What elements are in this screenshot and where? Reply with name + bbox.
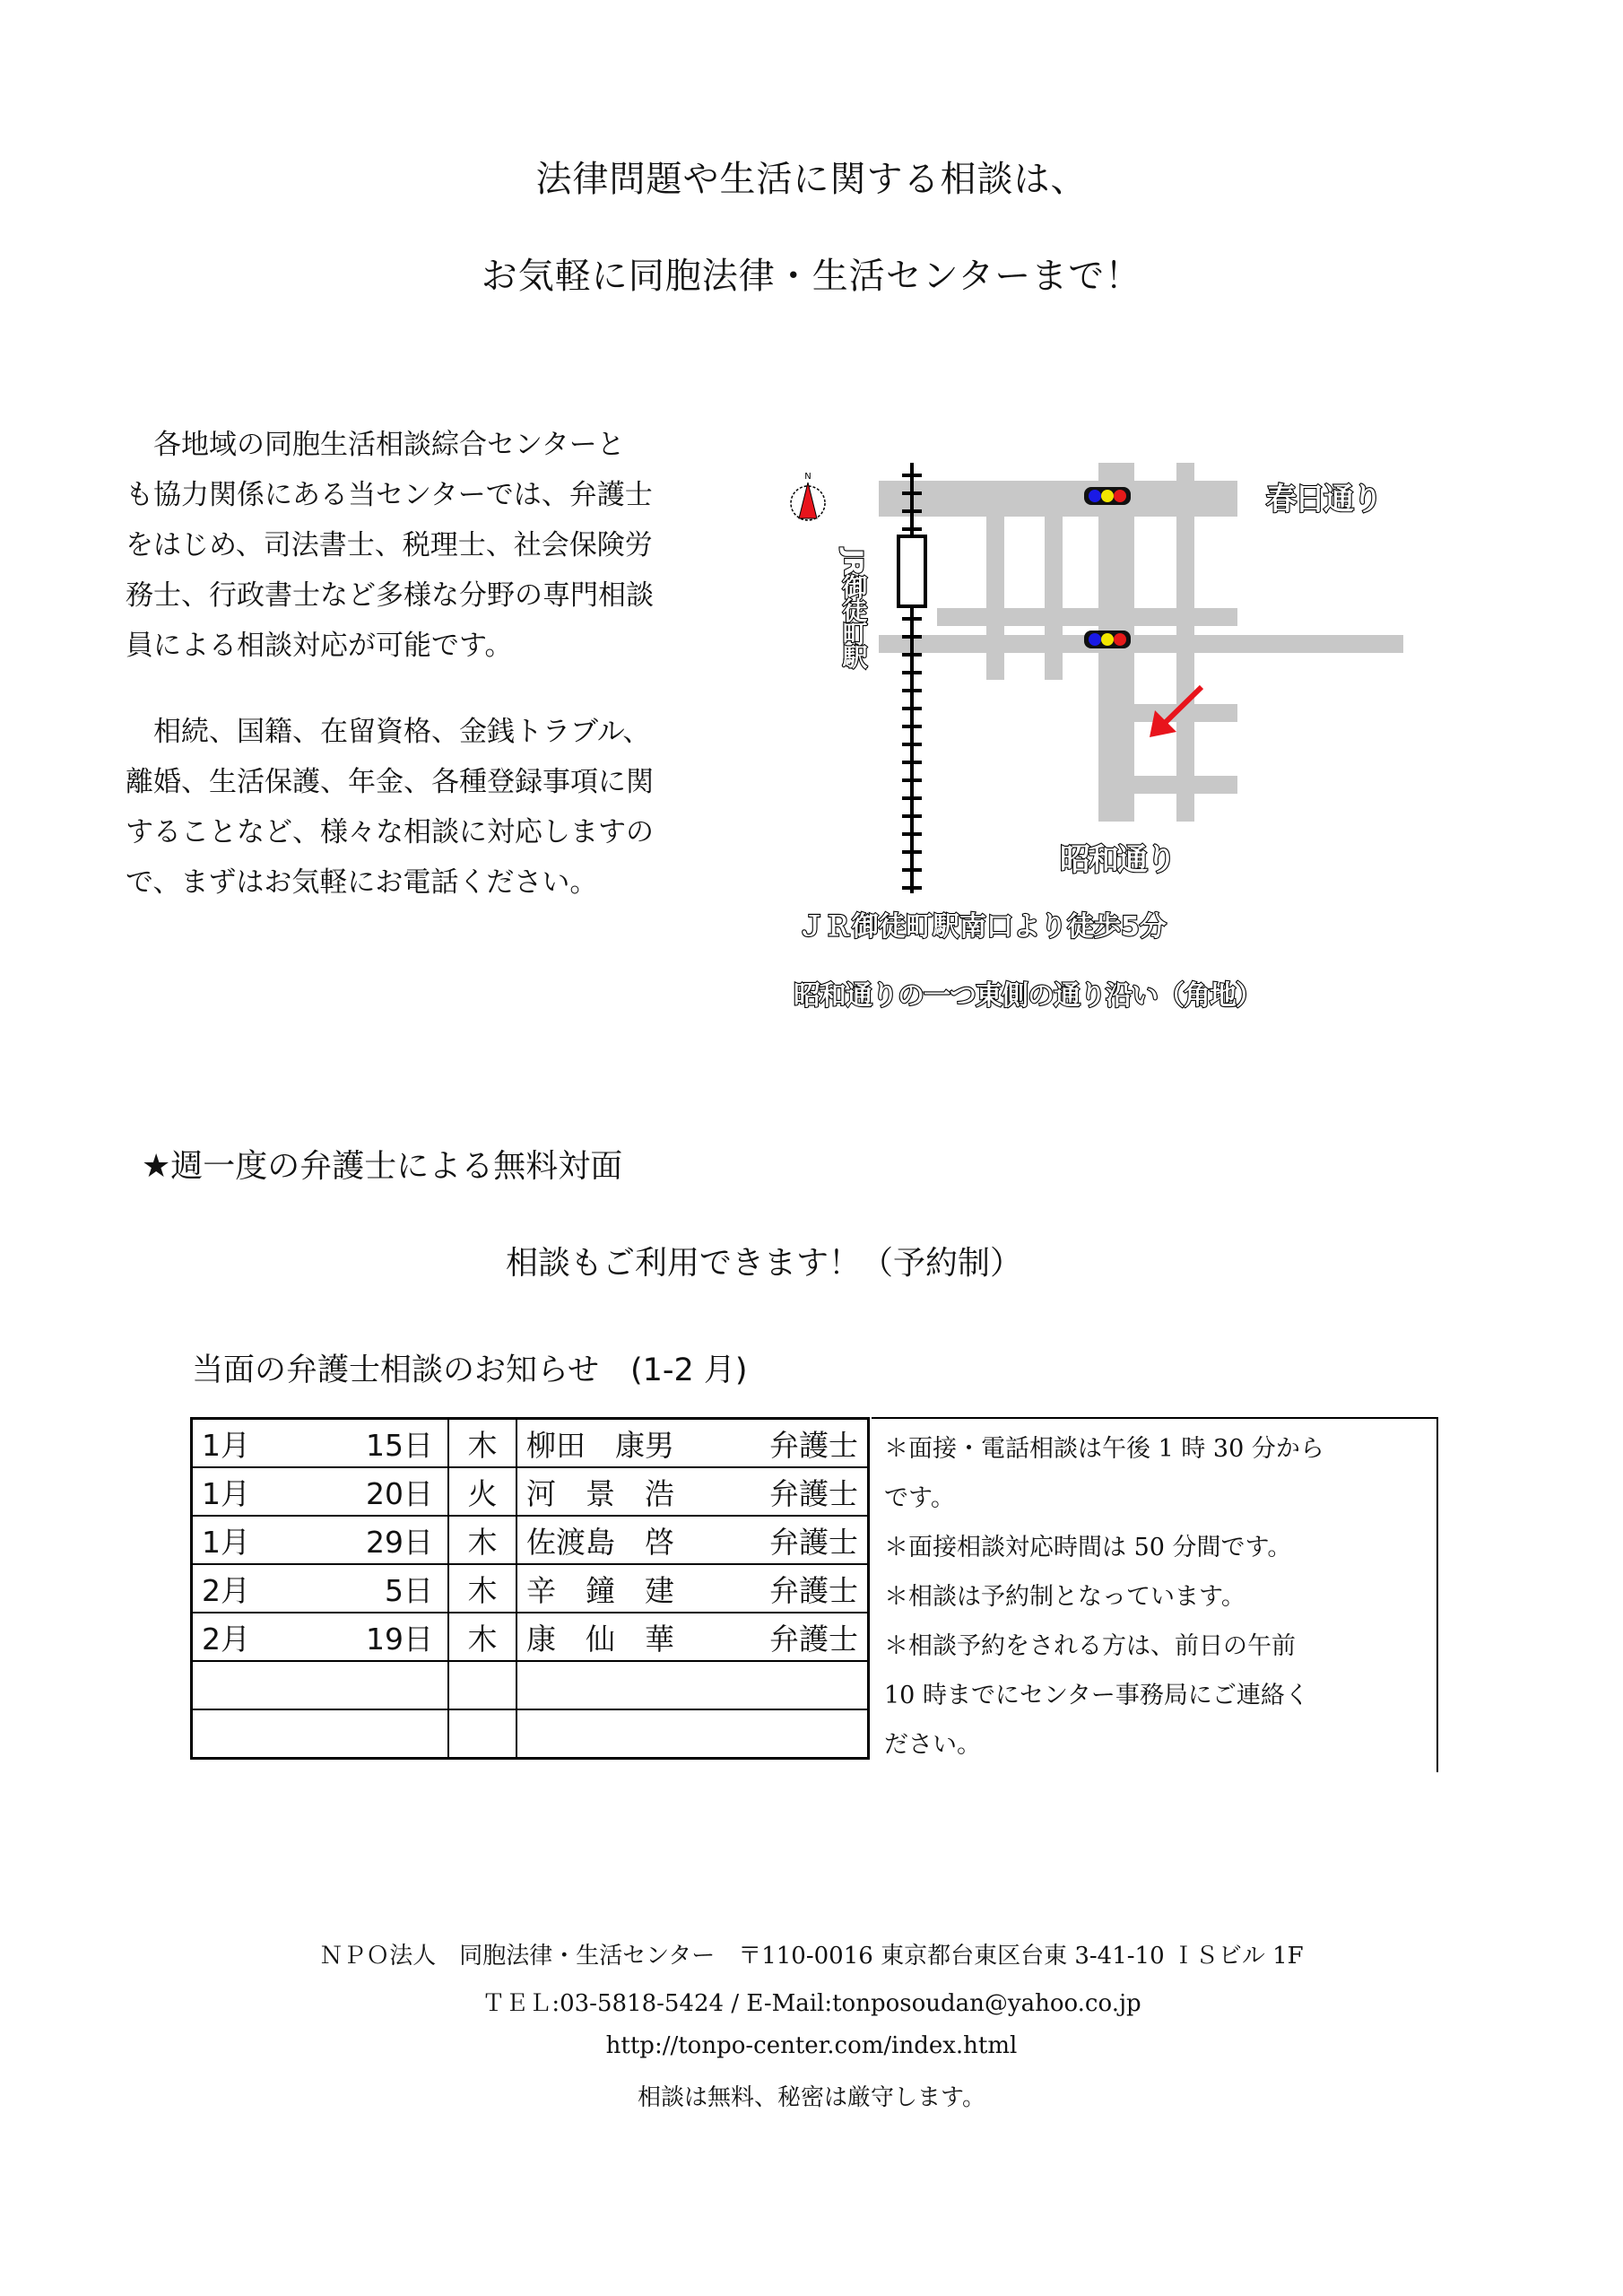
schedule-date	[192, 1467, 449, 1516]
intro-line: をはじめ、司法書士、税理士、社会保険労	[126, 529, 653, 561]
note-line: ＊面接相談対応時間は 50 分間です。	[884, 1534, 1292, 1561]
intro-line: することなど、様々な相談に対応しますの	[126, 816, 654, 848]
schedule-day: 29日	[366, 1524, 433, 1560]
schedule-row	[192, 1564, 869, 1613]
note-line: 10 時までにセンター事務局にご連絡く	[884, 1682, 1309, 1709]
road	[1134, 776, 1237, 794]
intro-paragraph-1	[126, 420, 753, 671]
schedule-weekday: 木	[448, 1419, 516, 1468]
lawyer-role: 弁護士	[769, 1572, 858, 1608]
railway-tie	[902, 653, 922, 657]
lawyer-name: 河 景 浩	[526, 1475, 674, 1511]
railway-tie	[902, 491, 922, 495]
footer-organization: ＮＰＯ法人 同胞法律・生活センター 〒110-0016 東京都台東区台東 3-41-10 ＩＳビル 1F	[319, 1943, 1304, 1970]
schedule-lawyer	[516, 1709, 869, 1759]
lawyer-role: 弁護士	[769, 1621, 858, 1657]
lawyer-name: 柳田 康男	[526, 1427, 674, 1463]
road	[879, 635, 1403, 653]
railway-tie	[902, 778, 922, 782]
schedule-date	[192, 1709, 449, 1759]
access-map	[780, 448, 1426, 1040]
railway-tie	[902, 886, 922, 890]
lawyer-name: 佐渡島 啓	[526, 1524, 674, 1560]
schedule-date	[192, 1564, 449, 1613]
schedule-day: 15日	[366, 1427, 433, 1463]
schedule-row	[192, 1467, 869, 1516]
street-label-showa: 昭和通り	[1060, 842, 1175, 878]
schedule-month: 2月	[202, 1621, 250, 1657]
consultation-headline-2: 相談もご利用できます！（予約制）	[506, 1245, 1023, 1282]
schedule-lawyer	[516, 1564, 869, 1613]
schedule-lawyer	[516, 1419, 869, 1468]
schedule-month: 1月	[202, 1427, 250, 1463]
directions-line-2: 昭和通りの一つ東側の通り沿い（角地）	[794, 980, 1262, 1012]
station-label: JR御徒町駅	[838, 549, 869, 667]
station-building	[898, 536, 925, 606]
schedule-date	[192, 1419, 449, 1468]
footer-privacy: 相談は無料、秘密は厳守します。	[638, 2084, 985, 2111]
railway-tie	[902, 725, 922, 728]
schedule-date	[192, 1661, 449, 1709]
compass-icon	[791, 472, 825, 520]
intro-line: 離婚、生活保護、年金、各種登録事項に関	[126, 766, 654, 798]
railway-tie	[902, 527, 922, 531]
intro-line: 務士、行政書士など多様な分野の専門相談	[126, 579, 654, 612]
schedule-day: 20日	[366, 1475, 433, 1511]
directions-line-1: ＪＲ御徒町駅南口より徒歩5分	[798, 911, 1167, 943]
lawyer-role: 弁護士	[769, 1475, 858, 1511]
intro-paragraph-2	[126, 707, 753, 908]
note-line: ださい。	[884, 1731, 981, 1759]
note-line: ＊面接・電話相談は午後 1 時 30 分から	[884, 1435, 1324, 1463]
railway-tie	[902, 850, 922, 854]
road	[1045, 517, 1063, 680]
schedule-weekday: 火	[448, 1467, 516, 1516]
intro-line: 相続、国籍、在留資格、金銭トラブル、	[153, 716, 651, 748]
consultation-headline-1: ★週一度の弁護士による無料対面	[142, 1148, 623, 1185]
traffic-signal-icon	[1084, 631, 1131, 648]
page-title-line1: 法律問題や生活に関する相談は、	[535, 159, 1088, 200]
railway-tie	[902, 761, 922, 764]
schedule-lawyer	[516, 1467, 869, 1516]
road	[986, 517, 1004, 680]
schedule-day: 5日	[385, 1572, 433, 1608]
railway-tie	[902, 671, 922, 674]
schedule-row	[192, 1419, 869, 1468]
schedule-weekday: 木	[448, 1564, 516, 1613]
railway-track	[898, 463, 925, 893]
railway-tie	[902, 814, 922, 818]
schedule-title: 当面の弁護士相談のお知らせ (1-2 月)	[192, 1352, 748, 1388]
note-line: です。	[884, 1484, 955, 1512]
lawyer-name: 康 仙 華	[526, 1621, 674, 1657]
schedule-table	[190, 1417, 870, 1760]
railway-tie	[902, 832, 922, 836]
road	[1134, 704, 1237, 722]
intro-line: 員による相談対応が可能です。	[126, 630, 513, 662]
note-line: ＊相談は予約制となっています。	[884, 1583, 1245, 1611]
lawyer-role: 弁護士	[769, 1524, 858, 1560]
intro-line: 各地域の同胞生活相談綜合センターと	[153, 429, 625, 461]
schedule-date	[192, 1613, 449, 1661]
schedule-lawyer	[516, 1613, 869, 1661]
railway-tie	[902, 796, 922, 800]
schedule-weekday: 木	[448, 1516, 516, 1564]
compass-label: N	[804, 472, 812, 482]
intro-line: で、まずはお気軽にお電話ください。	[126, 866, 598, 899]
intro-line: も協力関係にある当センターでは、弁護士	[126, 479, 653, 511]
schedule-notes	[872, 1417, 1438, 1772]
railway-tie	[902, 617, 922, 621]
road	[1176, 463, 1194, 822]
railway-tie	[902, 743, 922, 746]
schedule-month: 2月	[202, 1572, 250, 1608]
schedule-month: 1月	[202, 1475, 250, 1511]
traffic-signal-icon	[1084, 487, 1131, 505]
schedule-lawyer	[516, 1661, 869, 1709]
street-label-kasuga: 春日通り	[1266, 482, 1381, 517]
schedule-row	[192, 1516, 869, 1564]
schedule-row	[192, 1661, 869, 1709]
schedule-weekday: 木	[448, 1613, 516, 1661]
page-title-line2: お気軽に同胞法律・生活センターまで！	[481, 256, 1142, 297]
schedule-month: 1月	[202, 1524, 250, 1560]
railway-tie	[902, 509, 922, 513]
lawyer-role: 弁護士	[769, 1427, 858, 1463]
schedule-weekday	[448, 1709, 516, 1759]
footer-url-link[interactable]: http://tonpo-center.com/index.html	[605, 2032, 1018, 2059]
lawyer-name: 辛 鐘 建	[526, 1572, 674, 1608]
railway-tie	[902, 689, 922, 692]
railway-tie	[902, 707, 922, 710]
schedule-date	[192, 1516, 449, 1564]
railway-tie	[902, 868, 922, 872]
railway-tie	[902, 635, 922, 639]
schedule-row	[192, 1709, 869, 1759]
footer-contact: ＴＥＬ:03-5818-5424 / E-Mail:tonposoudan@yahoo.co.jp	[482, 1990, 1141, 2017]
schedule-row	[192, 1613, 869, 1661]
schedule-day: 19日	[366, 1621, 433, 1657]
note-line: ＊相談予約をされる方は、前日の午前	[884, 1632, 1296, 1660]
schedule-weekday	[448, 1661, 516, 1709]
schedule-lawyer	[516, 1516, 869, 1564]
railway-tie	[902, 474, 922, 477]
